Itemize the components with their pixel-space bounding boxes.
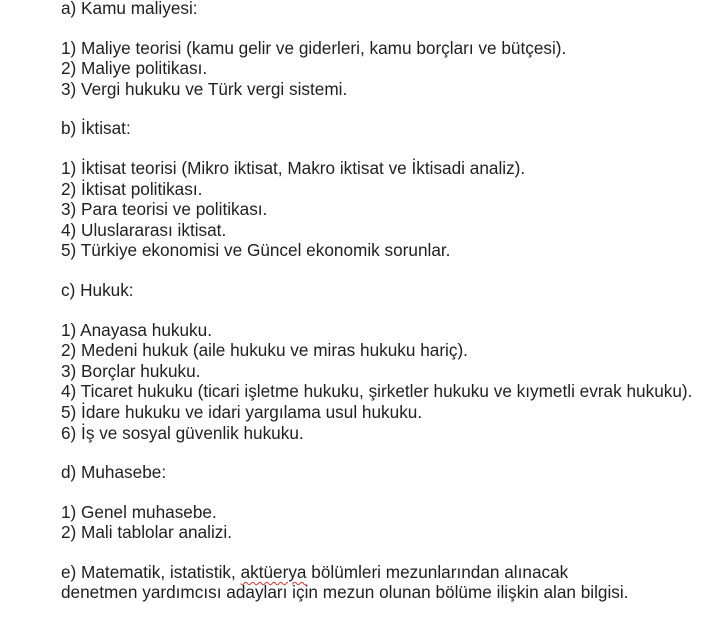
section-heading-hukuk: c) Hukuk: — [61, 279, 134, 300]
closing-paragraph-line-2: denetmen yardımcısı adayları için mezun olunan bölüme ilişkin alan bilgisi. — [61, 582, 629, 603]
list-item: 1) Maliye teorisi (kamu gelir ve giderleri, kamu borçları ve bütçesi). — [61, 37, 567, 58]
list-item: 3) Para teorisi ve politikası. — [61, 199, 268, 220]
list-item: 4) Uluslararası iktisat. — [61, 219, 227, 240]
misspelled-word[interactable]: aktüerya — [240, 561, 307, 582]
closing-paragraph-line-1 — [61, 562, 701, 583]
list-item: 1) Genel muhasebe. — [61, 501, 217, 522]
list-item: 1) Anayasa hukuku. — [61, 319, 212, 340]
list-item: 2) Mali tablolar analizi. — [61, 522, 232, 543]
section-heading-muhasebe: d) Muhasebe: — [61, 462, 167, 483]
list-item: 2) Maliye politikası. — [61, 58, 208, 79]
list-item: 2) İktisat politikası. — [61, 178, 203, 199]
section-heading-kamu-maliyesi: a) Kamu maliyesi: — [61, 0, 198, 18]
list-item: 2) Medeni hukuk (aile hukuku ve miras hukuku hariç). — [61, 340, 468, 361]
section-heading-iktisat: b) İktisat: — [61, 118, 131, 139]
closing-text-before: e) Matematik, istatistik, — [61, 561, 241, 582]
list-item: 6) İş ve sosyal güvenlik hukuku. — [61, 422, 304, 443]
list-item: 3) Borçlar hukuku. — [61, 360, 201, 381]
list-item: 5) İdare hukuku ve idari yargılama usul hukuku. — [61, 401, 423, 422]
list-item: 5) Türkiye ekonomisi ve Güncel ekonomik sorunlar. — [61, 240, 451, 261]
document-body — [61, 0, 701, 603]
list-item: 3) Vergi hukuku ve Türk vergi sistemi. — [61, 78, 348, 99]
list-item: 1) İktisat teorisi (Mikro iktisat, Makro iktisat ve İktisadi analiz). — [61, 157, 526, 178]
closing-text-after: bölümleri mezunlarından alınacak — [306, 561, 569, 582]
list-item: 4) Ticaret hukuku (ticari işletme hukuku, şirketler hukuku ve kıymetli evrak hukuku). — [61, 381, 693, 402]
